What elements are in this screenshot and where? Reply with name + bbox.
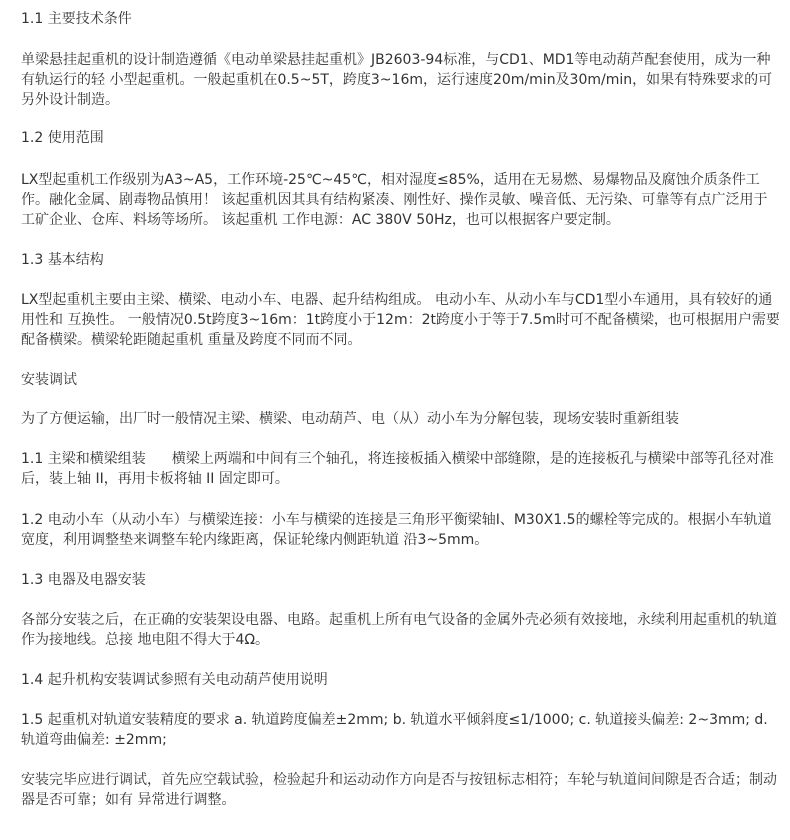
heading-hoist-mechanism: 1.4 起升机构安装调试参照有关电动葫芦使用说明 <box>21 672 328 688</box>
paragraph-electrical-installation: 各部分安装之后，在正确的安装架设电器、电路。起重机上所有电气设备的金属外壳必须有效接地，永续利用起重机的轨道作为接地线。总接 地电阻不得大于4Ω。 <box>21 612 777 648</box>
paragraph-technical-conditions: 单梁悬挂起重机的设计制造遵循《电动单梁悬挂起重机》JB2603-94标准，与CD1、MD1等电动葫芦配套使用，成为一种有轨运行的轻 小型起重机。一般起重机在0.5~5T，跨度3~16m，运行速度20m/min及30m/min，如果有特殊要求的可另外设计制造。 <box>21 52 773 108</box>
heading-main-technical-conditions: 1.1 主要技术条件 <box>21 11 132 27</box>
paragraph-commissioning: 安装完毕应进行调试，首先应空载试验，检验起升和运动动作方向是否与按钮标志相符；车轮与轨道间间隙是否合适；制动器是否可靠；如有 异常进行调整。 <box>21 772 777 808</box>
heading-basic-structure: 1.3 基本结构 <box>21 252 104 268</box>
heading-electrical-installation: 1.3 电器及电器安装 <box>21 572 146 588</box>
paragraph-installation-intro: 为了方便运输，出厂时一般情况主梁、横梁、电动葫芦、电（从）动小车为分解包装，现场安装时重新组装 <box>21 411 679 427</box>
paragraph-scope-of-use: LX型起重机工作级别为A3~A5，工作环境-25℃~45℃，相对湿度≤85%，适用在无易燃、易爆物品及腐蚀介质条件工作。融化金属、剧毒物品慎用！ 该起重机因其具有结构紧凑、刚性好、操作灵敏、噪音低、无污染、可靠等有点广泛用于工矿企业、仓库、料场等场所。 该起重机 工作电源：AC 380V 50Hz，也可以根据客户要定制。 <box>21 172 768 228</box>
paragraph-basic-structure: LX型起重机主要由主梁、横梁、电动小车、电器、起升结构组成。 电动小车、从动小车与CD1型小车通用，具有较好的通用性和 互换性。 一般情况0.5t跨度3~16m：1t跨度小于12m：2t跨度小于等于7.5m时可不配备横梁，也可根据用户需要配备横梁。横梁轮距随起重机 重量及跨度不同而不同。 <box>21 292 780 348</box>
heading-scope-of-use: 1.2 使用范围 <box>21 130 104 146</box>
heading-installation: 安装调试 <box>21 372 77 388</box>
main-beam-assembly-text: 横梁上两端和中间有三个轴孔，将连接板插入横梁中部缝隙，是的连接板孔与横梁中部等孔径对准后，装上轴 II，再用卡板将轴 II 固定即可。 <box>21 451 774 487</box>
paragraph-main-beam-assembly <box>21 449 781 489</box>
paragraph-track-precision: 1.5 起重机对轨道安装精度的要求 a. 轨道跨度偏差±2mm; b. 轨道水平倾斜度≤1/1000; c. 轨道接头偏差: 2~3mm; d. 轨道弯曲偏差: ±2mm; <box>21 712 768 748</box>
paragraph-trolley-connection: 1.2 电动小车（从动小车）与横梁连接：小车与横梁的连接是三角形平衡梁轴I、M30X1.5的螺栓等完成的。根据小车轨道宽度，利用调整垫来调整车轮内缘距离，保证轮缘内侧距轨道 沿3~5mm。 <box>21 512 772 548</box>
main-beam-assembly-title: 1.1 主梁和横梁组装 <box>21 451 146 467</box>
